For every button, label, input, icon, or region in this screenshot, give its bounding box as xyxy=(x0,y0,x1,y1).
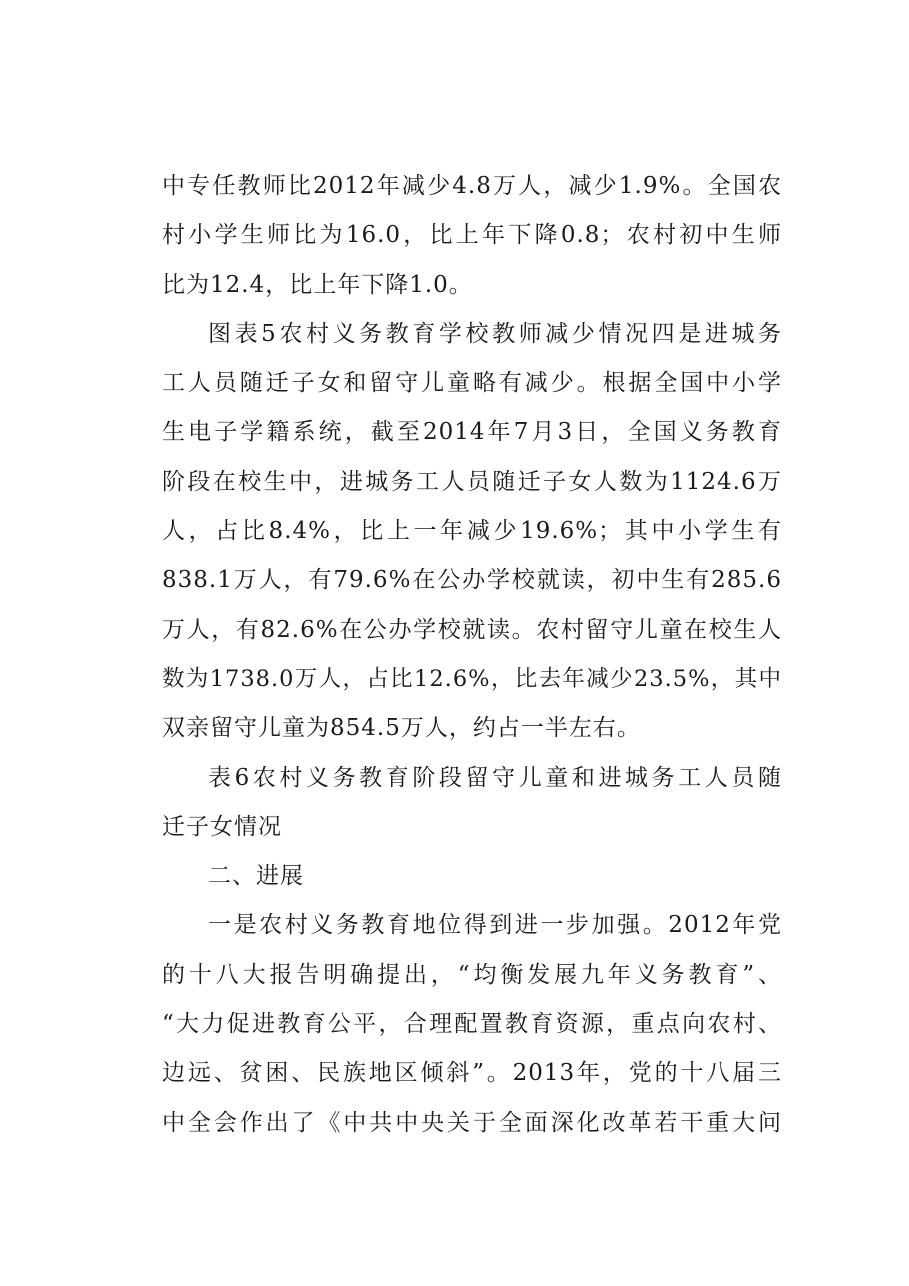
section-heading xyxy=(162,852,782,901)
text-line: 双亲留守儿童为854.5万人，约占一半左右。 xyxy=(162,715,641,742)
text-line: 一是农村义务教育地位得到进一步加强。2012年党 xyxy=(208,912,782,939)
table-6-caption xyxy=(162,754,782,853)
text-line: 图表5农村义务教育学校教师减少情况四是进城务 xyxy=(208,320,782,347)
text-line: 比为12.4，比上年下降1.0。 xyxy=(162,271,473,298)
text-line: 万人，有82.6%在公办学校就读。农村留守儿童在校生人 xyxy=(162,616,782,643)
paragraph-migrant-children xyxy=(162,310,782,754)
text-line: 838.1万人，有79.6%在公办学校就读，初中生有285.6 xyxy=(162,567,782,594)
text-line: 阶段在校生中，进城务工人员随迁子女人数为1124.6万 xyxy=(162,468,782,495)
text-line: 村小学生师比为16.0，比上年下降0.8；农村初中生师 xyxy=(162,222,782,249)
text-line: 工人员随迁子女和留守儿童略有减少。根据全国中小学 xyxy=(162,370,782,397)
text-line: 数为1738.0万人，占比12.6%，比去年减少23.5%，其中 xyxy=(162,665,782,692)
paragraph-teacher-stats xyxy=(162,162,782,310)
text-line: “大力促进教育公平，合理配置教育资源，重点向农村、 xyxy=(162,1011,782,1038)
text-line: 边远、贫困、民族地区倾斜”。2013年，党的十八届三 xyxy=(162,1060,782,1087)
text-line: 表6农村义务教育阶段留守儿童和进城务工人员随 xyxy=(208,764,782,791)
text-line: 的十八大报告明确提出，“均衡发展九年义务教育”、 xyxy=(162,961,782,988)
text-line: 人，占比8.4%，比上一年减少19.6%；其中小学生有 xyxy=(162,518,782,545)
paragraph-progress-one xyxy=(162,901,782,1147)
text-line: 中专任教师比2012年减少4.8万人，减少1.9%。全国农 xyxy=(162,173,782,199)
section-heading-text: 二、进展 xyxy=(208,863,304,890)
text-line: 中全会作出了《中共中央关于全面深化改革若干重大问 xyxy=(162,1109,782,1136)
text-line: 迁子女情况 xyxy=(162,813,282,840)
text-line: 生电子学籍系统，截至2014年7月3日，全国义务教育 xyxy=(162,419,782,446)
document-body xyxy=(162,162,782,1148)
